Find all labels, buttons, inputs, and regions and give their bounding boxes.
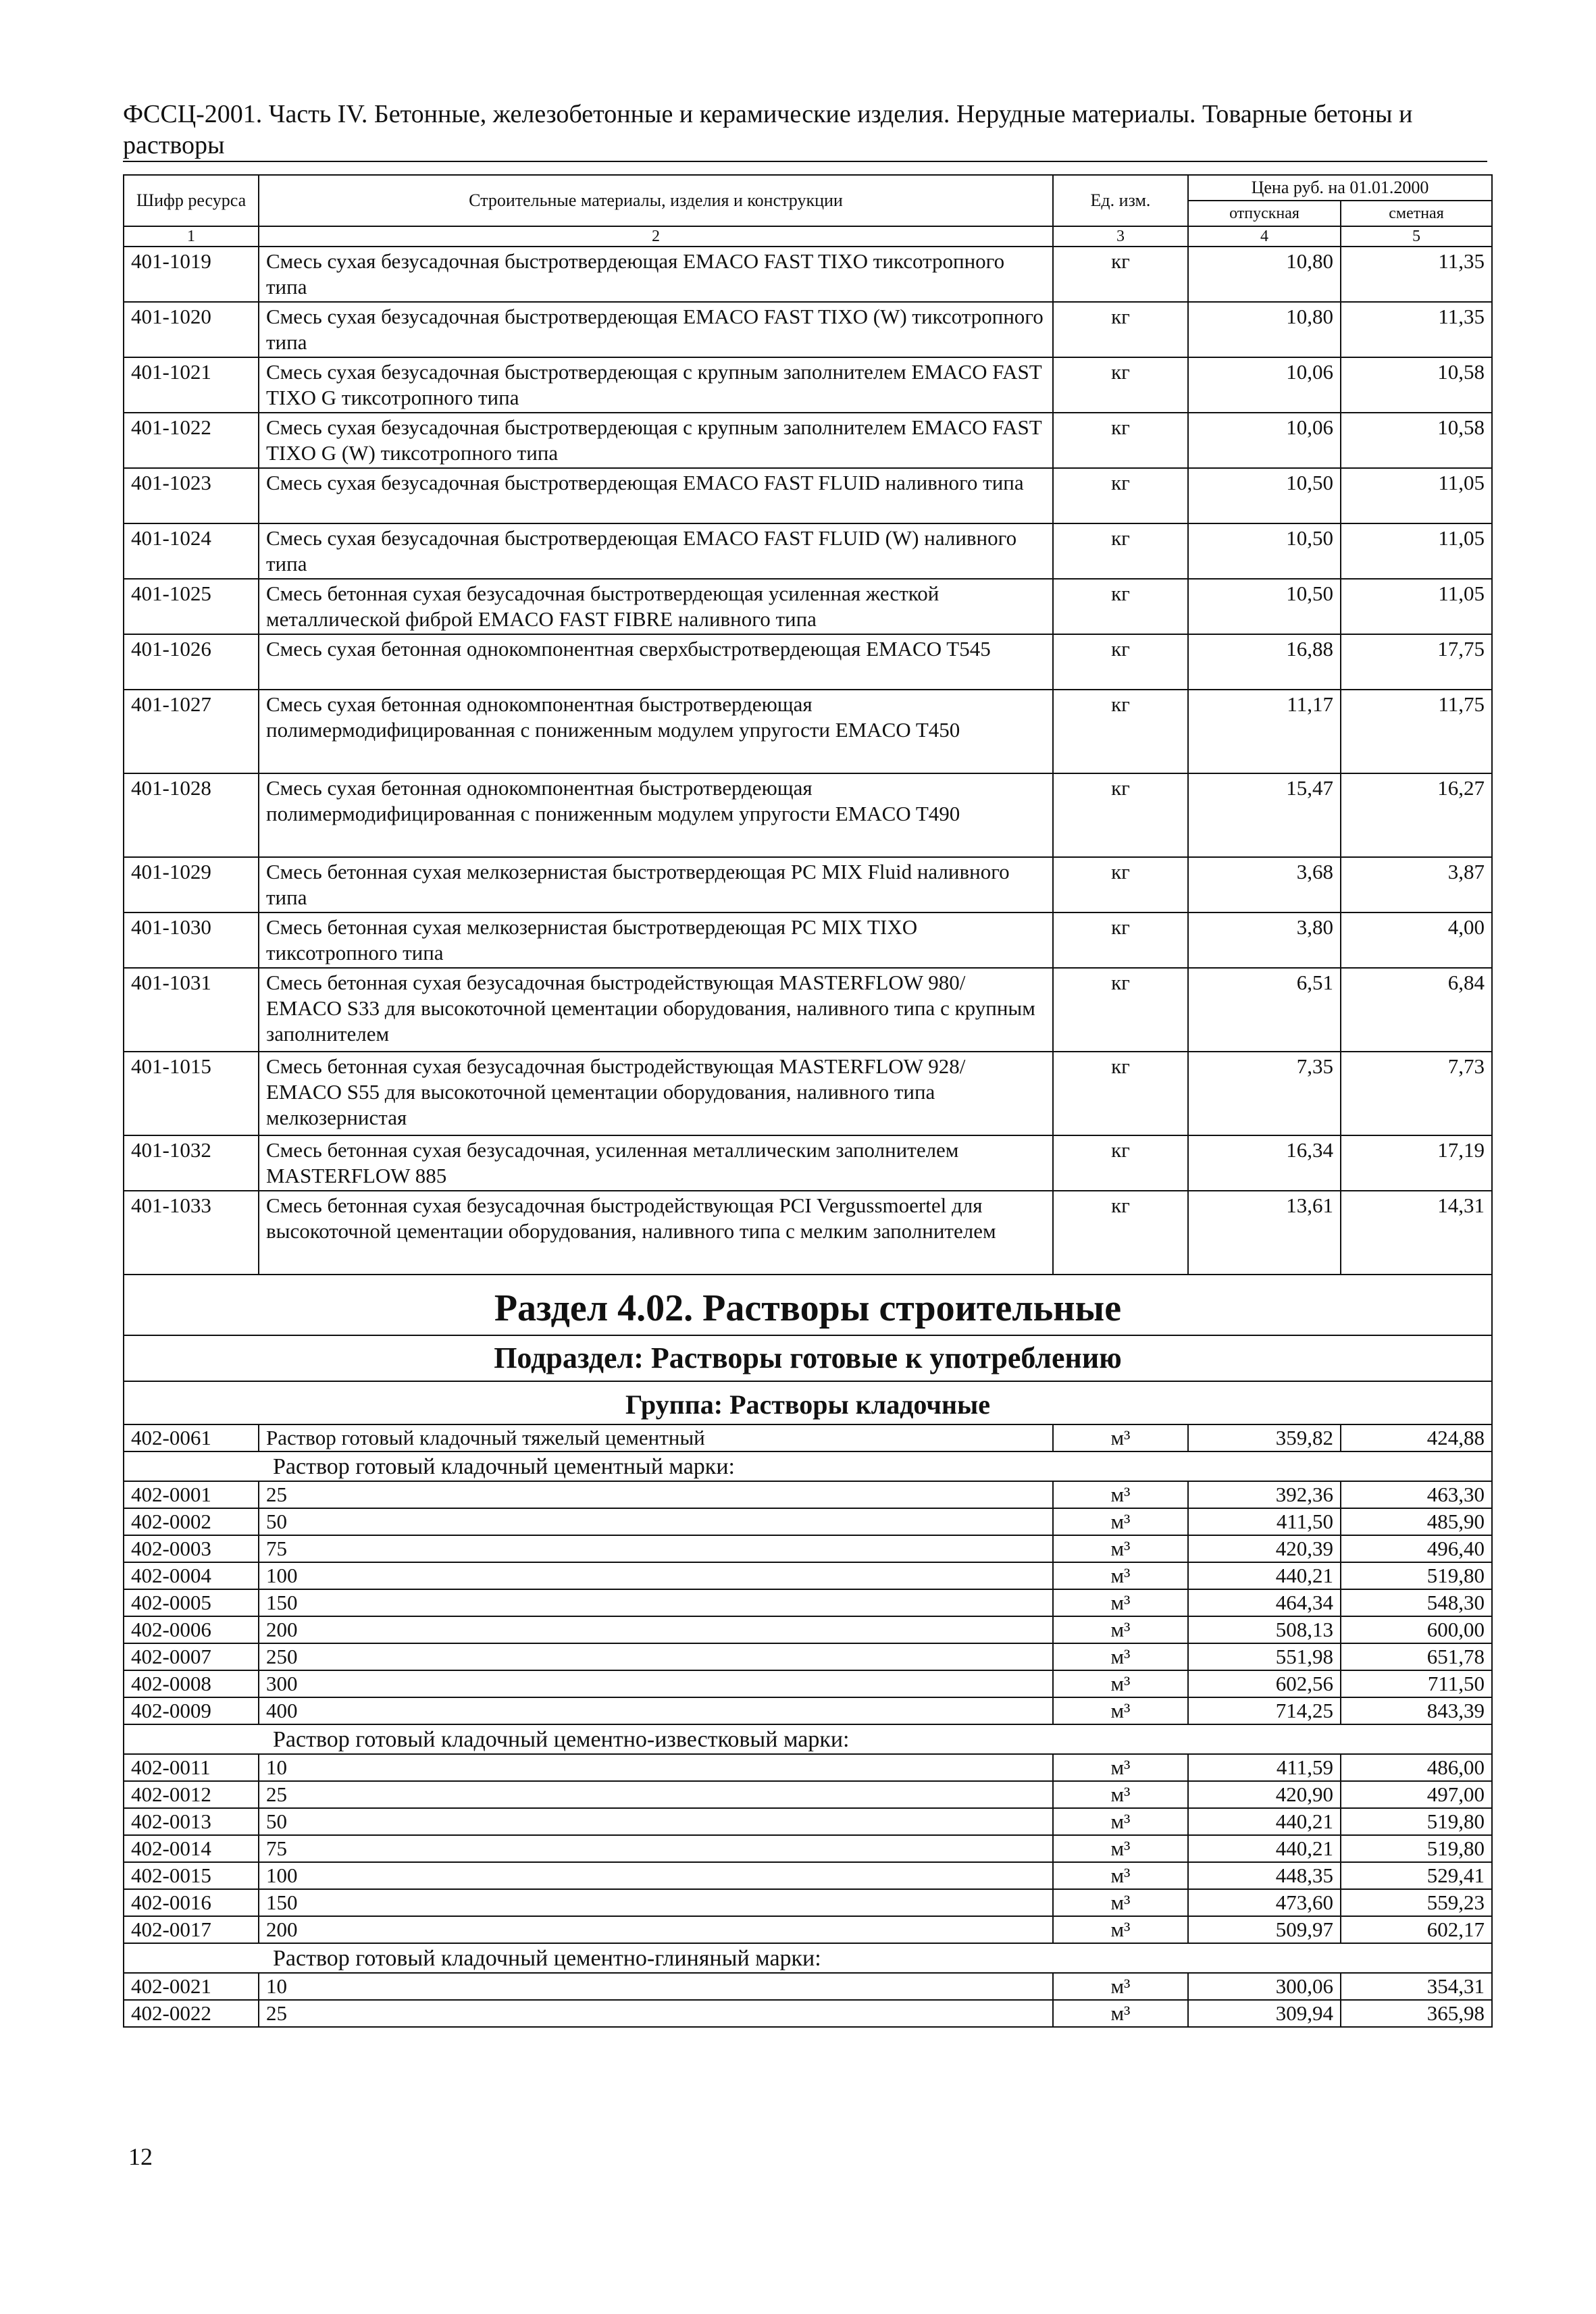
resource-code: 402-0005: [124, 1589, 259, 1616]
price-table: [123, 174, 1493, 2028]
table-row: [124, 579, 1492, 634]
unit: м³: [1053, 1616, 1188, 1643]
estimate-price: 600,00: [1341, 1616, 1492, 1643]
material-name: Смесь бетонная сухая мелкозернистая быстротвердеющая PC MIX Fluid наливного типа: [259, 857, 1053, 912]
material-name: 200: [259, 1616, 1053, 1643]
estimate-price: 519,80: [1341, 1835, 1492, 1862]
release-price: 464,34: [1188, 1589, 1341, 1616]
unit: м³: [1053, 1481, 1188, 1508]
header-rule: [123, 161, 1487, 162]
estimate-price: 365,98: [1341, 2000, 1492, 2027]
release-price: 309,94: [1188, 2000, 1341, 2027]
unit: м³: [1053, 1643, 1188, 1670]
release-price: 16,88: [1188, 634, 1341, 690]
table-row: [124, 1643, 1492, 1670]
resource-code: 402-0007: [124, 1643, 259, 1670]
estimate-price: 496,40: [1341, 1535, 1492, 1562]
unit: м³: [1053, 1424, 1188, 1451]
unit: кг: [1053, 302, 1188, 357]
estimate-price: 3,87: [1341, 857, 1492, 912]
table-row: [124, 1973, 1492, 2000]
column-header-unit: Ед. изм.: [1053, 175, 1188, 226]
material-name: Смесь сухая безусадочная быстротвердеющая EMACO FAST FLUID (W) наливного типа: [259, 523, 1053, 579]
release-price: 440,21: [1188, 1562, 1341, 1589]
subgroup-label-row: [124, 1451, 1492, 1481]
table-row: [124, 357, 1492, 413]
estimate-price: 11,75: [1341, 690, 1492, 773]
table-header-row: [124, 175, 1492, 201]
unit: м³: [1053, 1589, 1188, 1616]
page-header: [123, 99, 1487, 161]
subsection-title-row: [124, 1335, 1492, 1381]
unit: м³: [1053, 1973, 1188, 2000]
column-number: 1: [124, 226, 259, 247]
unit: кг: [1053, 523, 1188, 579]
estimate-price: 11,05: [1341, 468, 1492, 523]
material-name: 10: [259, 1973, 1053, 2000]
estimate-price: 559,23: [1341, 1889, 1492, 1916]
table-row: [124, 1535, 1492, 1562]
table-row: [124, 1052, 1492, 1135]
estimate-price: 10,58: [1341, 413, 1492, 468]
unit: м³: [1053, 2000, 1188, 2027]
material-name: 25: [259, 1781, 1053, 1808]
table-row: [124, 1835, 1492, 1862]
estimate-price: 519,80: [1341, 1562, 1492, 1589]
release-price: 509,97: [1188, 1916, 1341, 1943]
unit: кг: [1053, 773, 1188, 857]
material-name: 25: [259, 1481, 1053, 1508]
material-name: Смесь сухая безусадочная быстротвердеющая EMACO FAST TIXO тиксотропного типа: [259, 247, 1053, 302]
unit: м³: [1053, 1754, 1188, 1781]
release-price: 10,80: [1188, 302, 1341, 357]
resource-code: 401-1033: [124, 1191, 259, 1275]
material-name: Раствор готовый кладочный тяжелый цементный: [259, 1424, 1053, 1451]
unit: кг: [1053, 579, 1188, 634]
estimate-price: 10,58: [1341, 357, 1492, 413]
estimate-price: 424,88: [1341, 1424, 1492, 1451]
estimate-price: 485,90: [1341, 1508, 1492, 1535]
release-price: 473,60: [1188, 1889, 1341, 1916]
table-row: [124, 302, 1492, 357]
table-row: [124, 1616, 1492, 1643]
unit: м³: [1053, 1697, 1188, 1724]
estimate-price: 6,84: [1341, 968, 1492, 1052]
material-name: 150: [259, 1589, 1053, 1616]
material-name: 75: [259, 1535, 1053, 1562]
column-header-code: Шифр ресурса: [124, 175, 259, 226]
table-row: [124, 468, 1492, 523]
resource-code: 401-1019: [124, 247, 259, 302]
resource-code: 401-1031: [124, 968, 259, 1052]
estimate-price: 17,75: [1341, 634, 1492, 690]
material-name: 10: [259, 1754, 1053, 1781]
column-number: 5: [1341, 226, 1492, 247]
unit: кг: [1053, 857, 1188, 912]
release-price: 551,98: [1188, 1643, 1341, 1670]
resource-code: 401-1023: [124, 468, 259, 523]
unit: кг: [1053, 1052, 1188, 1135]
estimate-price: 529,41: [1341, 1862, 1492, 1889]
resource-code: 401-1027: [124, 690, 259, 773]
release-price: 508,13: [1188, 1616, 1341, 1643]
resource-code: 402-0061: [124, 1424, 259, 1451]
release-price: 714,25: [1188, 1697, 1341, 1724]
unit: м³: [1053, 1862, 1188, 1889]
unit: м³: [1053, 1562, 1188, 1589]
column-header-price: Цена руб. на 01.01.2000: [1188, 175, 1492, 201]
estimate-price: 354,31: [1341, 1973, 1492, 2000]
table-row: [124, 1191, 1492, 1275]
resource-code: 402-0017: [124, 1916, 259, 1943]
subgroup-label-row: [124, 1724, 1492, 1754]
document-title: ФССЦ-2001. Часть IV. Бетонные, железобетонные и керамические изделия. Нерудные материалы. Товарные бетоны и растворы: [123, 100, 1413, 159]
resource-code: 402-0012: [124, 1781, 259, 1808]
material-name: 75: [259, 1835, 1053, 1862]
estimate-price: 11,35: [1341, 302, 1492, 357]
resource-code: 402-0003: [124, 1535, 259, 1562]
material-name: Смесь сухая бетонная однокомпонентная сверхбыстротвердеющая EMACO T545: [259, 634, 1053, 690]
resource-code: 401-1026: [124, 634, 259, 690]
resource-code: 401-1030: [124, 912, 259, 968]
table-row: [124, 1889, 1492, 1916]
table-row: [124, 1781, 1492, 1808]
estimate-price: 17,19: [1341, 1135, 1492, 1191]
estimate-price: 651,78: [1341, 1643, 1492, 1670]
material-name: 50: [259, 1808, 1053, 1835]
release-price: 411,50: [1188, 1508, 1341, 1535]
resource-code: 402-0009: [124, 1697, 259, 1724]
column-number: 3: [1053, 226, 1188, 247]
release-price: 13,61: [1188, 1191, 1341, 1275]
release-price: 602,56: [1188, 1670, 1341, 1697]
table-row: [124, 1862, 1492, 1889]
estimate-price: 11,35: [1341, 247, 1492, 302]
release-price: 392,36: [1188, 1481, 1341, 1508]
release-price: 10,80: [1188, 247, 1341, 302]
unit: м³: [1053, 1835, 1188, 1862]
unit: кг: [1053, 912, 1188, 968]
release-price: 440,21: [1188, 1835, 1341, 1862]
material-name: 400: [259, 1697, 1053, 1724]
resource-code: 401-1020: [124, 302, 259, 357]
subgroup-label: Раствор готовый кладочный цементный марки:: [124, 1451, 1492, 1481]
unit: м³: [1053, 1508, 1188, 1535]
resource-code: 401-1015: [124, 1052, 259, 1135]
material-name: 250: [259, 1643, 1053, 1670]
release-price: 16,34: [1188, 1135, 1341, 1191]
table-row: [124, 523, 1492, 579]
resource-code: 402-0013: [124, 1808, 259, 1835]
unit: кг: [1053, 968, 1188, 1052]
material-name: Смесь сухая безусадочная быстротвердеющая EMACO FAST TIXO (W) тиксотропного типа: [259, 302, 1053, 357]
section-title: Раздел 4.02. Растворы строительные: [124, 1275, 1492, 1335]
table-row: [124, 2000, 1492, 2027]
table-row: [124, 857, 1492, 912]
material-name: Смесь сухая бетонная однокомпонентная быстротвердеющая полимермодифицированная с пониженным модулем упругости EMACO T450: [259, 690, 1053, 773]
column-header-name: Строительные материалы, изделия и конструкции: [259, 175, 1053, 226]
release-price: 10,50: [1188, 523, 1341, 579]
material-name: 100: [259, 1562, 1053, 1589]
release-price: 300,06: [1188, 1973, 1341, 2000]
resource-code: 402-0021: [124, 1973, 259, 2000]
table-row: [124, 247, 1492, 302]
column-number: 4: [1188, 226, 1341, 247]
material-name: Смесь бетонная сухая безусадочная быстротвердеющая усиленная жесткой металлической фиброй EMACO FAST FIBRE наливного типа: [259, 579, 1053, 634]
table-row: [124, 1754, 1492, 1781]
material-name: Смесь бетонная сухая безусадочная, усиленная металлическим заполнителем MASTERFLOW 885: [259, 1135, 1053, 1191]
estimate-price: 711,50: [1341, 1670, 1492, 1697]
table-row: [124, 1481, 1492, 1508]
unit: кг: [1053, 413, 1188, 468]
release-price: 10,06: [1188, 357, 1341, 413]
release-price: 15,47: [1188, 773, 1341, 857]
estimate-price: 602,17: [1341, 1916, 1492, 1943]
estimate-price: 548,30: [1341, 1589, 1492, 1616]
table-row: [124, 1916, 1492, 1943]
unit: кг: [1053, 634, 1188, 690]
release-price: 440,21: [1188, 1808, 1341, 1835]
table-row: [124, 773, 1492, 857]
estimate-price: 519,80: [1341, 1808, 1492, 1835]
material-name: Смесь сухая безусадочная быстротвердеющая с крупным заполнителем EMACO FAST TIXO G (W) тиксотропного типа: [259, 413, 1053, 468]
estimate-price: 11,05: [1341, 523, 1492, 579]
subgroup-label: Раствор готовый кладочный цементно-известковый марки:: [124, 1724, 1492, 1754]
resource-code: 402-0001: [124, 1481, 259, 1508]
material-name: Смесь сухая безусадочная быстротвердеющая EMACO FAST FLUID наливного типа: [259, 468, 1053, 523]
unit: м³: [1053, 1781, 1188, 1808]
resource-code: 402-0011: [124, 1754, 259, 1781]
unit: кг: [1053, 690, 1188, 773]
resource-code: 401-1032: [124, 1135, 259, 1191]
resource-code: 402-0004: [124, 1562, 259, 1589]
estimate-price: 486,00: [1341, 1754, 1492, 1781]
group-title-row: [124, 1381, 1492, 1424]
release-price: 3,68: [1188, 857, 1341, 912]
resource-code: 402-0002: [124, 1508, 259, 1535]
resource-code: 402-0014: [124, 1835, 259, 1862]
material-name: Смесь сухая безусадочная быстротвердеющая с крупным заполнителем EMACO FAST TIXO G тиксотропного типа: [259, 357, 1053, 413]
column-number-row: [124, 226, 1492, 247]
material-name: Смесь сухая бетонная однокомпонентная быстротвердеющая полимермодифицированная с пониженным модулем упругости EMACO T490: [259, 773, 1053, 857]
subgroup-label: Раствор готовый кладочный цементно-глиняный марки:: [124, 1943, 1492, 1973]
material-name: 25: [259, 2000, 1053, 2027]
estimate-price: 11,05: [1341, 579, 1492, 634]
release-price: 7,35: [1188, 1052, 1341, 1135]
table-row: [124, 1670, 1492, 1697]
table-row: [124, 1508, 1492, 1535]
material-name: 200: [259, 1916, 1053, 1943]
table-row: [124, 634, 1492, 690]
resource-code: 402-0015: [124, 1862, 259, 1889]
resource-code: 401-1022: [124, 413, 259, 468]
material-name: Смесь бетонная сухая безусадочная быстродействующая PCI Vergussmoertel для высокоточной цементации оборудования, наливного типа с мелким заполнителем: [259, 1191, 1053, 1275]
table-row: [124, 690, 1492, 773]
material-name: Смесь бетонная сухая безусадочная быстродействующая MASTERFLOW 928/ EMACO S55 для высокоточной цементации оборудования, наливного типа мелкозернистая: [259, 1052, 1053, 1135]
resource-code: 401-1025: [124, 579, 259, 634]
release-price: 420,39: [1188, 1535, 1341, 1562]
subsection-title: Подраздел: Растворы готовые к употреблению: [124, 1335, 1492, 1381]
unit: м³: [1053, 1535, 1188, 1562]
column-number: 2: [259, 226, 1053, 247]
release-price: 448,35: [1188, 1862, 1341, 1889]
table-row: [124, 912, 1492, 968]
release-price: 10,50: [1188, 579, 1341, 634]
resource-code: 402-0006: [124, 1616, 259, 1643]
resource-code: 401-1029: [124, 857, 259, 912]
unit: кг: [1053, 357, 1188, 413]
unit: кг: [1053, 468, 1188, 523]
unit: кг: [1053, 1135, 1188, 1191]
resource-code: 402-0008: [124, 1670, 259, 1697]
table-row: [124, 1697, 1492, 1724]
estimate-price: 497,00: [1341, 1781, 1492, 1808]
material-name: 300: [259, 1670, 1053, 1697]
unit: м³: [1053, 1808, 1188, 1835]
table-row: [124, 1562, 1492, 1589]
resource-code: 402-0016: [124, 1889, 259, 1916]
estimate-price: 14,31: [1341, 1191, 1492, 1275]
table-row: [124, 1589, 1492, 1616]
resource-code: 401-1028: [124, 773, 259, 857]
release-price: 11,17: [1188, 690, 1341, 773]
material-name: Смесь бетонная сухая мелкозернистая быстротвердеющая PC MIX TIXO тиксотропного типа: [259, 912, 1053, 968]
material-name: 150: [259, 1889, 1053, 1916]
estimate-price: 843,39: [1341, 1697, 1492, 1724]
table-row: [124, 1135, 1492, 1191]
section-title-row: [124, 1275, 1492, 1335]
resource-code: 401-1024: [124, 523, 259, 579]
column-header-estimate: сметная: [1341, 201, 1492, 226]
table-row: [124, 1808, 1492, 1835]
column-header-release: отпускная: [1188, 201, 1341, 226]
estimate-price: 4,00: [1341, 912, 1492, 968]
table-row: [124, 968, 1492, 1052]
release-price: 10,50: [1188, 468, 1341, 523]
table-row: [124, 1424, 1492, 1451]
unit: м³: [1053, 1916, 1188, 1943]
unit: кг: [1053, 1191, 1188, 1275]
material-name: 50: [259, 1508, 1053, 1535]
estimate-price: 463,30: [1341, 1481, 1492, 1508]
estimate-price: 7,73: [1341, 1052, 1492, 1135]
unit: м³: [1053, 1670, 1188, 1697]
material-name: 100: [259, 1862, 1053, 1889]
release-price: 359,82: [1188, 1424, 1341, 1451]
material-name: Смесь бетонная сухая безусадочная быстродействующая MASTERFLOW 980/ EMACO S33 для высокоточной цементации оборудования, наливного типа с крупным заполнителем: [259, 968, 1053, 1052]
estimate-price: 16,27: [1341, 773, 1492, 857]
table-row: [124, 413, 1492, 468]
release-price: 3,80: [1188, 912, 1341, 968]
page-number: 12: [128, 2143, 153, 2170]
resource-code: 402-0022: [124, 2000, 259, 2027]
release-price: 411,59: [1188, 1754, 1341, 1781]
resource-code: 401-1021: [124, 357, 259, 413]
release-price: 420,90: [1188, 1781, 1341, 1808]
group-title: Группа: Растворы кладочные: [124, 1381, 1492, 1424]
release-price: 10,06: [1188, 413, 1341, 468]
unit: кг: [1053, 247, 1188, 302]
release-price: 6,51: [1188, 968, 1341, 1052]
subgroup-label-row: [124, 1943, 1492, 1973]
unit: м³: [1053, 1889, 1188, 1916]
